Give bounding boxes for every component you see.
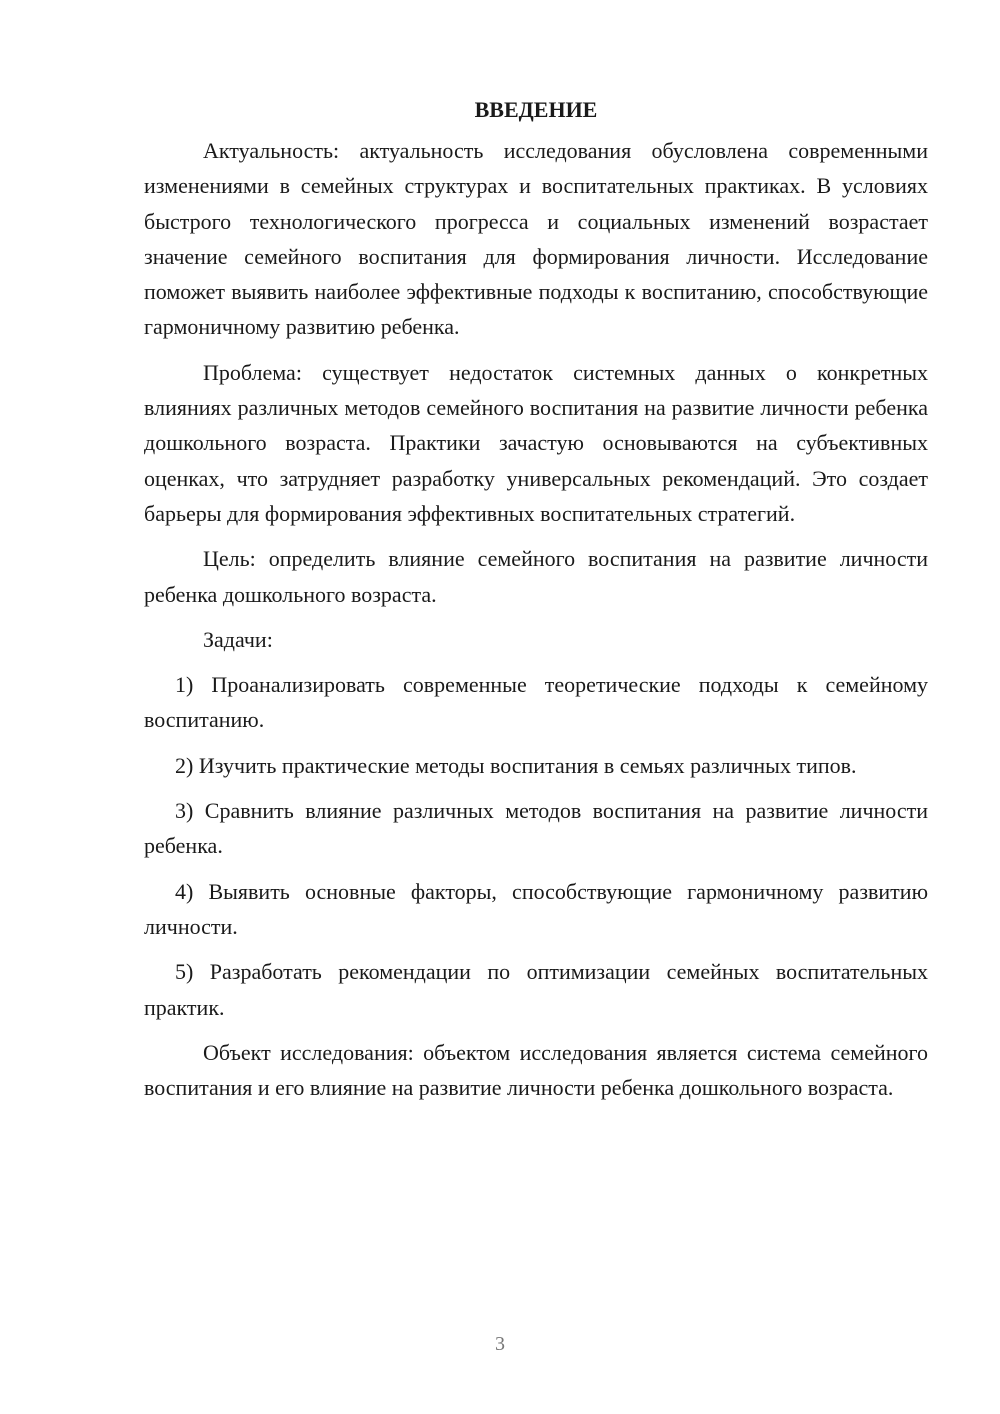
page-number: 3 (495, 1333, 505, 1355)
task-item-2: 2) Изучить практические методы воспитания в семьях различных типов. (175, 752, 857, 778)
paragraph-relevance: Актуальность: актуальность исследования обусловлена современными изменениями в семейных структурах и воспитательных практиках. В условиях быстрого технологического прогресса и социальных изменений возрастает значение семейного воспитания для формирования личности. Исследование поможет выявить наиболее эффективные подходы к воспитанию, способствующие гармоничному развитию ребенка. (144, 138, 928, 340)
task-item-1: 1) Проанализировать современные теоретические подходы к семейному воспитанию. (144, 672, 928, 733)
task-item-3: 3) Сравнить влияние различных методов воспитания на развитие личности ребенка. (144, 798, 928, 859)
paragraph-problem: Проблема: существует недостаток системных данных о конкретных влияниях различных методов семейного воспитания на развитие личности ребенка дошкольного возраста. Практики зачастую основываются на субъективных оценках, что затрудняет разработку универсальных рекомендаций. Это создает барьеры для формирования эффективных воспитательных стратегий. (144, 359, 928, 526)
section-title: ВВЕДЕНИЕ (474, 97, 598, 122)
paragraph-goal: Цель: определить влияние семейного воспитания на развитие личности ребенка дошкольного возраста. (144, 546, 928, 607)
task-item-5: 5) Разработать рекомендации по оптимизации семейных воспитательных практик. (144, 959, 928, 1020)
document-page (144, 92, 928, 1115)
task-list (144, 667, 928, 1025)
task-item-4: 4) Выявить основные факторы, способствующие гармоничному развитию личности. (144, 878, 928, 939)
paragraph-object: Объект исследования: объектом исследования является система семейного воспитания и его влияние на развитие личности ребенка дошкольного возраста. (144, 1039, 928, 1101)
tasks-label: Задачи: (203, 626, 273, 652)
